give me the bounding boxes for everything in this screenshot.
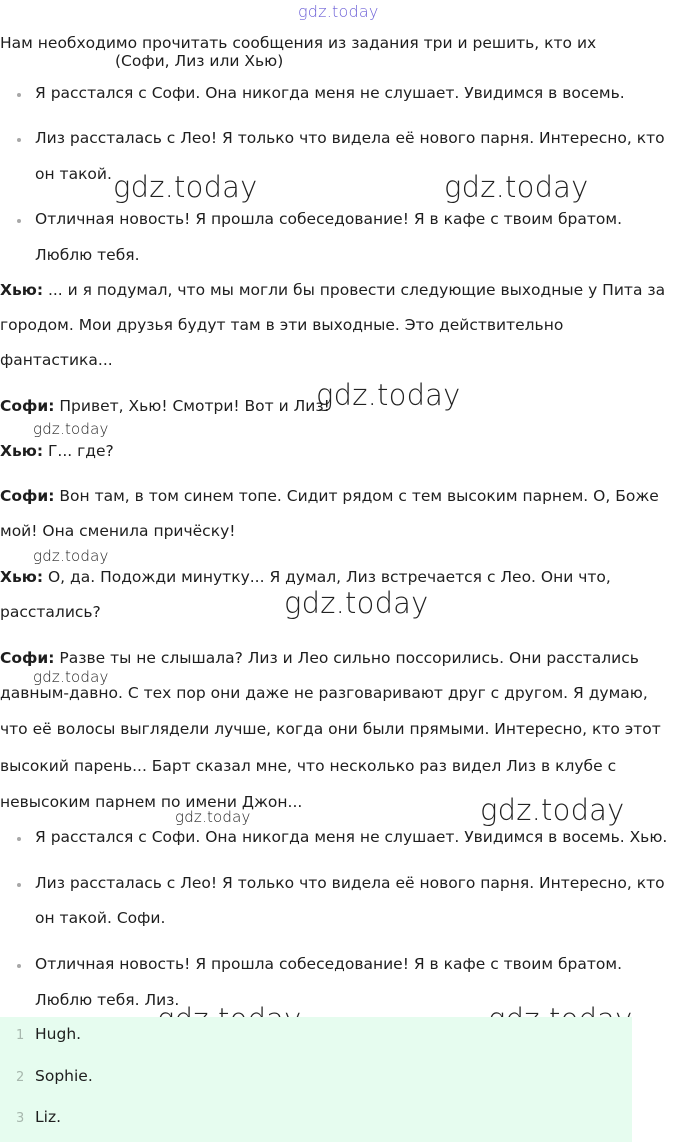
answer-text: Sophie. (35, 1067, 93, 1085)
watermark: gdz.today (480, 793, 625, 827)
message-1-signed: Я расстался с Софи. Она никогда меня не слушает. Увидимся в восемь. Хью. (35, 828, 668, 846)
message-3-signed-cont: Люблю тебя. Лиз. (35, 991, 180, 1009)
message-2-signed: Лиз рассталась с Лео! Я только что видела её нового парня. Интересно, кто (35, 874, 665, 892)
watermark: gdz.today (33, 420, 109, 438)
dialogue-line (0, 641, 680, 676)
bullet (17, 219, 21, 223)
watermark: gdz.today (444, 170, 589, 204)
bullet (17, 93, 21, 97)
dialogue-line: мой! Она сменила причёску! (0, 522, 236, 540)
speech-text: Разве ты не слышала? Лиз и Лео сильно поссорились. Они расстались (54, 649, 639, 667)
message-3-cont: Люблю тебя. (35, 246, 140, 264)
message-3-signed: Отличная новость! Я прошла собеседование! Я в кафе с твоим братом. (35, 955, 623, 973)
dialogue-line: что её волосы выглядели лучше, когда они были прямыми. Интересно, кто этот (0, 720, 661, 738)
dialogue-line: расстались? (0, 603, 101, 621)
bullet (17, 883, 21, 887)
dialogue-line (0, 560, 680, 595)
speaker-label: Софи: (0, 649, 55, 667)
bullet (17, 964, 21, 968)
speech-text: Привет, Хью! Смотри! Вот и Лиз! (54, 397, 330, 415)
speaker-label: Хью: (0, 568, 44, 586)
watermark: gdz.today (284, 586, 429, 620)
watermark: gdz.today (33, 668, 109, 686)
answer-block (0, 1017, 632, 1142)
dialogue-line: фантастика... (0, 351, 113, 369)
answer-text: Hugh. (35, 1025, 82, 1043)
dialogue-line (0, 479, 680, 514)
answer-row (0, 1017, 632, 1057)
answer-number: 3 (16, 1111, 25, 1126)
message-2-cont: он такой. (35, 165, 112, 183)
dialogue-line (0, 434, 680, 469)
speaker-label: Софи: (0, 397, 55, 415)
message-1: Я расстался с Софи. Она никогда меня не слушает. Увидимся в восемь. (35, 84, 625, 102)
dialogue-line (0, 389, 680, 424)
speech-text: О, да. Подожди минутку... Я думал, Лиз встречается с Лео. Они что, (43, 568, 611, 586)
speaker-label: Хью: (0, 442, 44, 460)
message-3: Отличная новость! Я прошла собеседование! Я в кафе с твоим братом. (35, 210, 623, 228)
dialogue-line: невысоким парнем по имени Джон... (0, 793, 303, 811)
answer-row (0, 1100, 632, 1140)
speech-text: Вон там, в том синем топе. Сидит рядом с тем высоким парнем. О, Боже (54, 487, 659, 505)
watermark: gdz.today (316, 378, 461, 412)
answer-number: 1 (16, 1028, 25, 1043)
bullet (17, 837, 21, 841)
dialogue-line: городом. Мои друзья будут там в эти выходные. Это действительно (0, 316, 564, 334)
dialogue-line: высокий парень... Барт сказал мне, что несколько раз видел Лиз в клубе с (0, 757, 617, 775)
speaker-label: Софи: (0, 487, 55, 505)
speech-text: Г... где? (43, 442, 114, 460)
watermark-top: gdz.today (298, 2, 379, 21)
message-2-signed-cont: он такой. Софи. (35, 909, 166, 927)
dialogue-line (0, 273, 680, 308)
message-2: Лиз рассталась с Лео! Я только что видела её нового парня. Интересно, кто (35, 129, 665, 147)
intro-text: Нам необходимо прочитать сообщения из задания три и решить, кто их (0, 34, 597, 52)
speech-text: ... и я подумал, что мы могли бы провести следующие выходные у Пита за (43, 281, 666, 299)
answer-text: Liz. (35, 1108, 62, 1126)
watermark: gdz.today (175, 808, 251, 826)
answer-number: 2 (16, 1070, 25, 1085)
speaker-label: Хью: (0, 281, 44, 299)
bullet (17, 138, 21, 142)
dialogue-line: давным-давно. С тех пор они даже не разговаривают друг с другом. Я думаю, (0, 684, 648, 702)
intro-clipped-label: (Софи, Лиз или Хью) (115, 52, 284, 70)
watermark: gdz.today (113, 170, 258, 204)
watermark: gdz.today (33, 547, 109, 565)
answer-row (0, 1059, 632, 1099)
